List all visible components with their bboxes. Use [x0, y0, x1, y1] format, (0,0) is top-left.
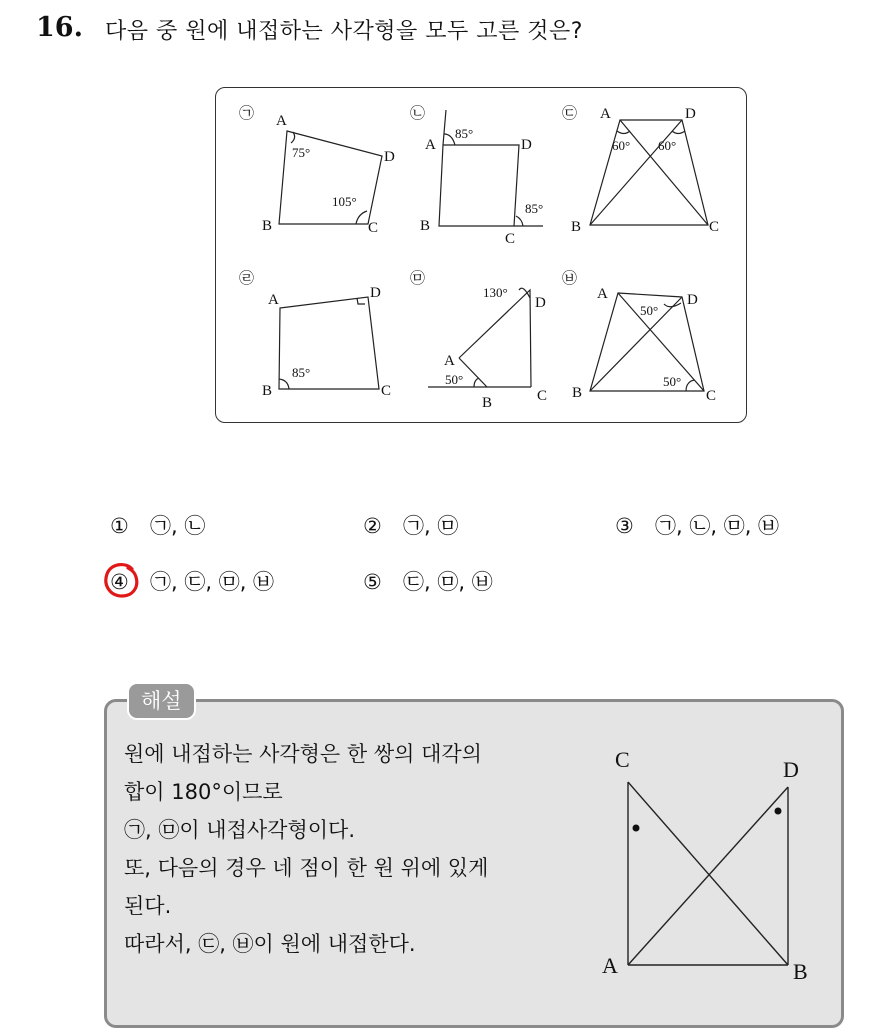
solution-line-2: 합이 180°이므로: [124, 780, 283, 804]
angle-dot-D: [775, 808, 782, 815]
sol-label-D: D: [783, 757, 799, 782]
choice-3-number: ③: [615, 514, 634, 538]
fig-r-label-D: D: [370, 285, 381, 301]
choice-5-text: ㉢, ㉤, ㉥: [403, 570, 493, 594]
choice-4-number: ④: [110, 570, 129, 594]
choice-5[interactable]: [363, 566, 493, 596]
fig-g-angle-C: 105°: [332, 194, 357, 209]
solution-label: 해설: [127, 682, 196, 720]
solution-line-3: ㉠, ㉤이 내접사각형이다.: [124, 818, 355, 842]
fig-d-label-C: C: [709, 219, 720, 235]
question-number: 16.: [36, 12, 83, 43]
choice-2-text: ㉠, ㉤: [403, 514, 459, 538]
figure-mark-n: ㉡: [410, 106, 426, 122]
choice-3[interactable]: [615, 510, 779, 540]
answer-red-circle-icon: [102, 560, 142, 600]
fig-m-label-B: B: [482, 395, 493, 411]
fig-n-label-C: C: [505, 231, 516, 247]
sol-label-C: C: [615, 747, 630, 772]
choice-1[interactable]: [110, 510, 205, 540]
fig-g-label-A: A: [276, 113, 287, 129]
choice-2-number: ②: [363, 514, 382, 538]
choice-1-text: ㉠, ㉡: [150, 514, 206, 538]
fig-n-angle-A: 85°: [455, 126, 474, 141]
figure-mark-b: ㉥: [562, 271, 578, 287]
fig-g-label-C: C: [368, 220, 379, 236]
choice-3-text: ㉠, ㉡, ㉤, ㉥: [655, 514, 780, 538]
fig-g-angle-A: 75°: [292, 145, 311, 160]
fig-r-label-A: A: [268, 292, 279, 308]
angle-dot-C: [633, 825, 640, 832]
fig-b-label-D: D: [687, 292, 698, 308]
fig-n-label-B: B: [420, 218, 431, 234]
sol-label-A: A: [602, 953, 618, 978]
solution-line-5: 된다.: [124, 894, 172, 918]
fig-g-label-D: D: [384, 149, 395, 165]
fig-d-label-A: A: [600, 106, 611, 122]
figure-mark-r: ㉣: [239, 271, 255, 287]
choice-4-text: ㉠, ㉢, ㉤, ㉥: [150, 570, 275, 594]
fig-n-angle-C: 85°: [525, 201, 544, 216]
fig-m-angle-D: 130°: [483, 285, 508, 300]
fig-n-label-D: D: [521, 137, 532, 153]
fig-g-label-B: B: [262, 218, 273, 234]
solution-line-1: 원에 내접하는 사각형은 한 쌍의 대각의: [124, 742, 482, 766]
fig-d-label-D: D: [685, 106, 696, 122]
figure-mark-g: ㉠: [239, 106, 255, 122]
fig-m-label-C: C: [537, 388, 548, 404]
fig-r-angle-B: 85°: [292, 365, 311, 380]
question-text: 다음 중 원에 내접하는 사각형을 모두 고른 것은?: [105, 19, 583, 44]
fig-m-label-A: A: [444, 353, 455, 369]
choice-1-number: ①: [110, 514, 129, 538]
fig-b-label-C: C: [706, 388, 717, 404]
fig-r-label-C: C: [381, 383, 392, 399]
fig-b-label-B: B: [572, 385, 583, 401]
figure-mark-d: ㉢: [562, 106, 578, 122]
solution-diagram: [590, 745, 830, 995]
choice-5-number: ⑤: [363, 570, 382, 594]
fig-m-label-D: D: [535, 295, 546, 311]
sol-label-B: B: [793, 959, 808, 984]
fig-b-angle-top: 50°: [640, 303, 659, 318]
choice-2[interactable]: [363, 510, 458, 540]
fig-d-angle-D: 60°: [658, 138, 677, 153]
solution-line-4: 또, 다음의 경우 네 점이 한 원 위에 있게: [124, 856, 489, 880]
fig-m-angle-B: 50°: [445, 372, 464, 387]
fig-n-label-A: A: [425, 137, 436, 153]
solution-line-6: 따라서, ㉢, ㉥이 원에 내접한다.: [124, 932, 416, 956]
fig-b-angle-bottom: 50°: [663, 374, 682, 389]
fig-b-label-A: A: [597, 286, 608, 302]
fig-d-label-B: B: [571, 219, 582, 235]
fig-d-angle-A: 60°: [612, 138, 631, 153]
fig-r-label-B: B: [262, 383, 273, 399]
figure-mark-m: ㉤: [410, 271, 426, 287]
